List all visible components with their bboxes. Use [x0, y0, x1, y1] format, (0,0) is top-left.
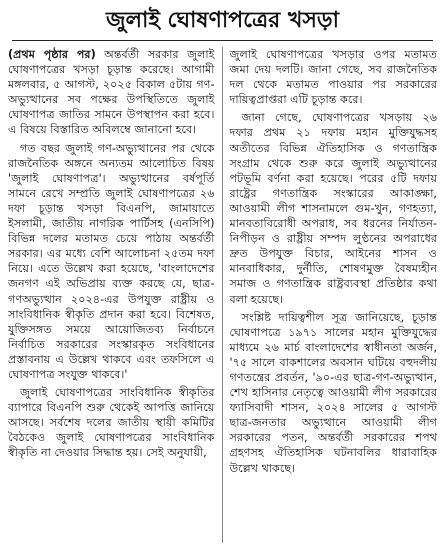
paragraph: জুলাই ঘোষণাপত্রের সাংবিধানিক স্বীকৃতির ব্যাপারে বিএনপি শুরু থেকেই আপত্তি জানিয়ে আসছে। সর্বশেষ দলের জাতীয় স্থায়ী কমিটির বৈঠকেও জুলাই ঘোষণাপত্রের সাংবিধানিক স্বীকৃতি না দেওয়ার সিদ্ধান্ত হয়। সেই অনুযায়ী, — [8, 386, 215, 460]
left-column — [8, 47, 223, 543]
article-body — [8, 47, 437, 543]
right-column — [223, 47, 438, 543]
paragraph: জানা গেছে, ঘোষণাপত্রের খসড়ায় ২৬ দফার প্রথম ২১ দফায় মহান মুক্তিযুদ্ধসহ অতীতের বিভিন্ন ঐতিহাসিক ও গণতান্ত্রিক সংগ্রাম থেকে শুরু করে জুলাই অভ্যুত্থানের পটভূমি বর্ণনা করা হয়েছে। পরের ৫টি দফায় রাষ্ট্রের গণতান্ত্রিক সংস্কারের আকাঙ্ক্ষা, আওয়ামী লীগ শাসনামলে গুম-খুন, গণহত্যা, মানবতাবিরোধী অপরাধ, সব ধরনের নির্যাতন-নিপীড়ন ও রাষ্ট্রীয় সম্পদ লুণ্ঠনের অপরাধের দ্রুত উপযুক্ত বিচার, আইনের শাসন ও মানবাধিকার, দুর্নীতি, শোষণমুক্ত বৈষম্যহীন সমাজ ও গণতান্ত্রিক রাষ্ট্রব্যবস্থা প্রতিষ্ঠার কথা বলা হয়েছে। — [229, 111, 437, 306]
paragraph: গত বছর জুলাই গণ-অভ্যুত্থানের পর থেকে রাজনৈতিক অঙ্গনে অন্যতম আলোচিত বিষয় 'জুলাই ঘোষণাপত্র'। অভ্যুত্থানের বর্ষপূর্তি সামনে রেখে সম্প্রতি জুলাই ঘোষণাপত্রের ২৬ দফা চূড়ান্ত খসড়া বিএনপি, জামায়াতে ইসলামী, জাতীয় নাগরিক পার্টিসহ (এনসিপি) বিভিন্ন দলের মতামত চেয়ে পাঠায় অন্তর্বর্তী সরকার। এর মধ্যে বেশি আলোচনা ২৫তম দফা নিয়ে। এতে উল্লেখ করা হয়েছে, 'বাংলাদেশের জনগণ এই অভিপ্রায় ব্যক্ত করছে যে, ছাত্র-গণঅভ্যুত্থান ২০২৪-এর উপযুক্ত রাষ্ট্রীয় ও সাংবিধানিক স্বীকৃতি প্রদান করা হবে। বিশেষত, যুক্তিসঙ্গত সময়ে আয়োজিতব্য নির্বাচনে নির্বাচিত সরকারের সংস্কারকৃত সংবিধানের প্রস্তাবনায় এ উল্লেখ থাকবে এবং তফসিলে এ ঘোষণাপত্র সংযুক্ত থাকবে।' — [8, 141, 215, 381]
paragraph — [8, 47, 215, 138]
continuation-kicker: (প্রথম পৃষ্ঠার পর) — [8, 48, 96, 61]
paragraph-text: অন্তর্বর্তী সরকার জুলাই ঘোষণাপত্রের খসড়া চূড়ান্ত করেছে। আগামী মঙ্গলবার, ৫ আগস্ট, ২০২৫ বিকাল ৫টায় গণ-অভ্যুত্থানের সব পক্ষের উপস্থিতিতে জুলাই ঘোষণাপত্র জাতির সামনে উপস্থাপন করা হবে। এ বিষয়ে বিস্তারিত অবিলম্বে জানানো হবে। — [8, 48, 215, 137]
paragraph: সংশ্লিষ্ট দায়িত্বশীল সূত্র জানিয়েছে, চূড়ান্ত ঘোষণাপত্রে ১৯৭১ সালের মহান মুক্তিযুদ্ধের মাধ্যমে ২৬ মার্চ বাংলাদেশের স্বাধীনতা অর্জন, '৭৫ সালে বাকশালের অবসান ঘটিয়ে বহুদলীয় গণতন্ত্রের প্রবর্তন, '৯০-এর ছাত্র-গণ-অভ্যুত্থান, শেখ হাসিনার নেতৃত্বে আওয়ামী লীগ সরকারের ফ্যাসিবাদী শাসন, ২০২৪ সালের ৫ আগস্ট ছাত্র-জনতার অভ্যুত্থানে আওয়ামী লীগ সরকারের পতন, অন্তর্বর্তী সরকারের শপথ গ্রহণসহ ঐতিহাসিক ঘটনাবলির ধারাবাহিক উল্লেখ থাকছে। — [229, 310, 437, 475]
paragraph: জুলাই ঘোষণাপত্রের খসড়ার ওপর মতামত জমা দেয় দলটি। জানা গেছে, সব রাজনৈতিক দল থেকে মতামত পাওয়ার পর সরকারের দায়িত্বপ্রাপ্তরা এটি চূড়ান্ত করে। — [229, 48, 437, 107]
headline: জুলাই ঘোষণাপত্রের খসড়া — [12, 6, 433, 41]
